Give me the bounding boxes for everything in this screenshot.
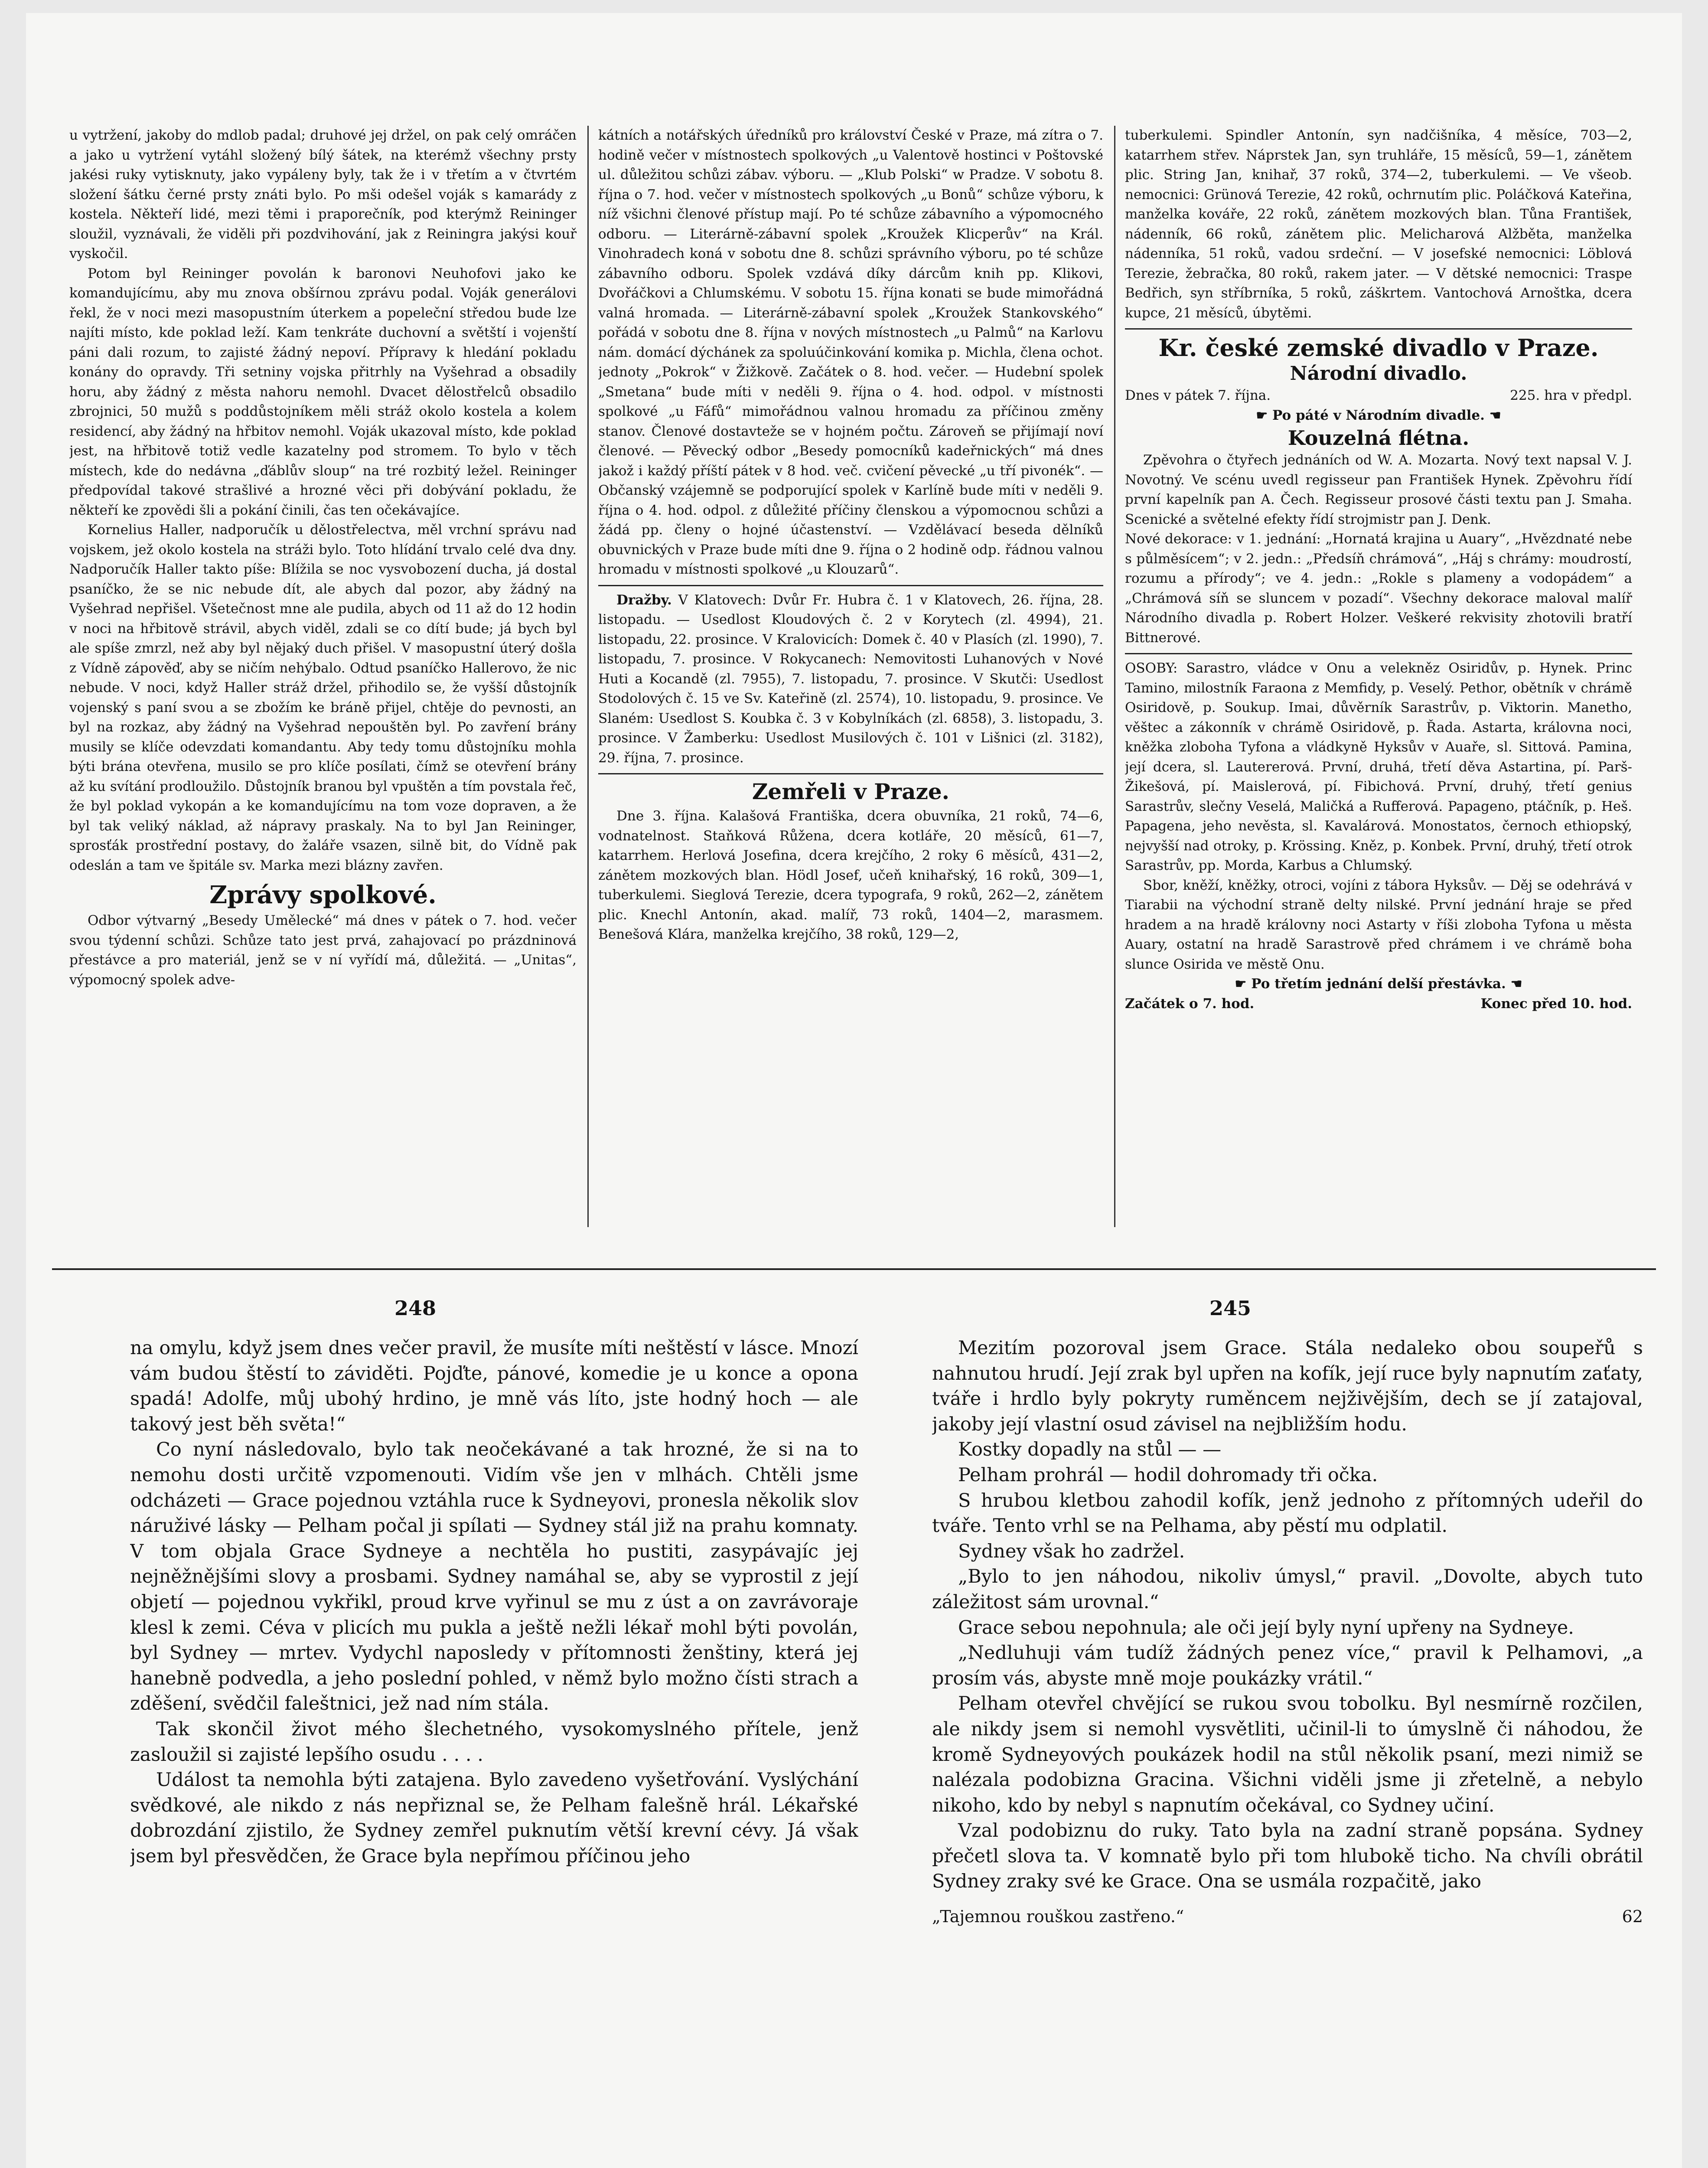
book-right-para-9: Pelham otevřel chvějící se rukou svou tobolku. Byl nesmírně rozčilen, ale nikdy jsem si nemohl vysvětliti, učinil-li to úmyslně či náhodou, že kromě Sydneyových poukázek hodil na stůl několik psaní, mezi nimiž se nalézala podobizna Gracina. Všichni viděli jsme ji zřetelně, a nebylo nikoho, kdo by nebyl s napnutím očekával, co Sydney učiní. bbox=[932, 1693, 1643, 1816]
pointing-hand-icon: ☚ bbox=[1510, 976, 1522, 992]
book-footer-title: „Tajemnou rouškou zastřeno.“ bbox=[932, 1907, 1184, 1926]
book-right-para-10: Vzal podobiznu do ruky. Tato byla na zadní straně popsána. Sydney přečetl slova ta. V komnatě bylo při tom hlubokě ticho. Na chvíli obrátil Sydney zraky své ke Grace. Ona se usmála rozpačitě, jako bbox=[932, 1820, 1643, 1893]
play-title: Kouzelná flétna. bbox=[1288, 426, 1470, 450]
book-left-para-4: Událost ta nemohla býti zatajena. Bylo zavedeno vyšetřování. Vyslýchání svědkové, ale nikdo z nás nepřiznal se, že Pelham falešně hrál. Lékařské dobrozdání zjistilo, že Sydney zemřel puknutím větší krevní cévy. Já však jsem byl přesvědčen, že Grace byla nepřímou příčinou jeho bbox=[130, 1769, 858, 1867]
right-para-1: tuberkulemi. Spindler Antonín, syn nadčišníka, 4 měsíce, 703—2, katarrhem střev. Náprstek Jan, syn truhláře, 15 měsíců, 59—1, zánětem plic. String Jan, knihař, 37 roků, 374—2, tuberkulemi. — Ve všeob. nemocnici: Grünová Terezie, 42 roků, ochrnutím plic. Poláčková Kateřina, manželka kováře, 22 roků, zánětem mozkových blan. Tůna František, nádenník, 66 roků, zánětem plic. Melicharová Alžběta, manželka nádenníka, 51 roků, vadou srdeční. — V josefské nemocnici: Löblová Terezie, žebračka, 80 roků, rakem jater. — V dětské nemocnici: Traspe Bedřich, syn stříbrníka, 5 roků, záškrtem. Vantochová Arnoštka, dcera kupce, 21 měsíců, úbytěmi. bbox=[1125, 127, 1632, 321]
drazby-text: V Klatovech: Dvůr Fr. Hubra č. 1 v Klatovech, 26. října, 28. listopadu. — Usedlost Kloudových č. 2 v Korytech (zl. 4994), 21. listopadu, 22. prosince. V Kralovicích: Domek č. 40 v Plasích (zl. 1990), 7. listopadu, 7. prosince. V Rokycanech: Nemovitosti Luhanových v Nové Huti a Kocandě (zl. 7955), 7. listopadu, 7. prosince. V Skutči: Usedlost Stodolových č. 15 ve Sv. Kateřině (zl. 2574), 10. listopadu, 9. prosince. Ve Slaném: Usedlost S. Koubka č. 3 v Kobylníkách (zl. 6858), 3. listopadu, 3. prosince. V Žamberku: Usedlost Musilových č. 101 v Lišnici (zl. 3182), 29. října, 7. prosince. bbox=[598, 592, 1103, 766]
section-title-zpravy-spolkove: Zprávy spolkové. bbox=[209, 881, 437, 909]
performance-note: Po páté v Národním divadle. bbox=[1272, 407, 1485, 423]
book-left-para-2: Co nyní následovalo, bylo tak neočekávané a tak hrozné, že si na to nemohu dosti určitě vzpomenouti. Vidím vše jen v mlhách. Chtěli jsme odcházeti — Grace pojednou vztáhla ruce k Sydneyovi, pronesla několik slov náruživé lásky — Pelham počal ji spílati — Sydney stál již na prahu komnaty. V tom objala Grace Sydneye a nechtěla ho pustiti, zasypávajíc jej nejněžnějšími slovy a prosbami. Sydney namáhal se, aby se vyprostil z její objetí — pojednou vykřikl, proud krve vyřinul se mu z úst a on zavrávoraje klesl k zemi. Céva v plicích mu pukla a ještě nežli lékař mohl býti povolán, byl Sydney — mrtev. Vydychl naposledy v přítomnosti ženštiny, která jej hanebně podvedla, a jeho poslední pohled, v němž bylo možno čísti strach a zděšení, svědčil faleštnici, jež nad ním stála. bbox=[130, 1439, 858, 1715]
horizontal-divider bbox=[52, 1268, 1656, 1270]
book-right-para-5: Sydney však ho zadržel. bbox=[958, 1540, 1185, 1562]
pointing-hand-icon: ☛ bbox=[1235, 976, 1247, 992]
chorus-and-setting: Sbor, kněží, kněžky, otroci, vojíni z tábora Hyksův. — Děj se odehrává v Tiarabii na východní straně delty nilské. První jednání hraje se před hradem a na hradě královny noci Astarty v říši zloboha Tyfona u města Auary, ostatní na hradě Sarastrově před chrámem i ve chrámě boha slunce Osirida ve městě Onu. bbox=[1125, 877, 1632, 972]
book-right-para-6: „Bylo to jen náhodou, nikoliv úmysl,“ pravil. „Dovolte, abych tuto záležitost sám urovnal.“ bbox=[932, 1566, 1643, 1613]
middle-para-1: kátních a notářských úředníků pro království České v Praze, má zítra o 7. hodině večer v místnostech spolkových „u Valentově hostinci v Poštovské ul. důležitou schůzi zábav. výboru. — „Klub Polski“ w Pradze. V sobotu 8. října o 7. hod. večer v místnostech spolkových „u Bonů“ schůze výboru, k níž všichni členové přístup mají. Po té schůze zábavního a výpomocného odboru. — Literárně-zábavní spolek „Kroužek Klicperův“ na Král. Vinohradech koná v sobotu dne 8. schůzi správního výboru, po té schůze zábavního odboru. Spolek vzdává díky dárcům knih pp. Klikovi, Dvořáčkovi a Chlumskému. V sobotu 15. října konati se bude mimořádná valná hromada. — Literárně-zábavní spolek „Kroužek Stankovského“ pořádá v sobotu dne 8. října v nových místnostech „u Palmů“ na Karlovu nám. domácí dýchánek za spoluúčinkování komika p. Michla, člena ochot. jednoty „Pokrok“ v Žižkově. Začátek o 8. hod. večer. — Hudební spolek „Smetana“ bude míti v neděli 9. října o 4. hod. odpol. v místnosti spolkové „u Fáfů“ mimořádnou valnou hromadu za příčinou změny stanov. Členové dostavteže se v hojném počtu. Zároveň se přijímají noví členové. — Pěvecký odbor „Besedy pomocníků kadeřnických“ má dnes jakož i každý příští pátek v 8 hod. več. cvičení pěvecké „u tří pivonék“. — Občanský vzájemně se podporující spolek v Karlíně bude míti v neděli 9. října o 4. hod. odpol. z důležité příčiny členskou a výpomocnou schůzi a žádá pp. členy o hojné účastenství. — Vzdělávací beseda dělníků obuvnických v Praze bude míti dne 9. října o 2 hodině odp. řádnou valnou hromadu v místnosti spolkové „u Klouzarů“. bbox=[598, 127, 1103, 577]
pointing-hand-icon: ☛ bbox=[1256, 408, 1268, 423]
book-right-para-2: Kostky dopadly na stůl — — bbox=[958, 1439, 1222, 1461]
column-divider-2 bbox=[1114, 126, 1115, 1227]
page-number-right: 245 bbox=[1209, 1296, 1252, 1320]
book-right-para-3: Pelham prohrál — hodil dohromady tři očka. bbox=[958, 1464, 1378, 1486]
book-right-para-7: Grace sebou nepohnula; ale oči její byly nyní upřeny na Sydneye. bbox=[958, 1616, 1574, 1639]
divider bbox=[598, 773, 1103, 774]
book-page-right bbox=[932, 1335, 1643, 2168]
book-left-para-3: Tak skončil život mého šlechetného, vysokomyslného přítele, jenž zasloužil si zajisté lepšího osudu . . . . bbox=[130, 1718, 858, 1766]
zemreli-text: Dne 3. října. Kalašová Františka, dcera obuvníka, 21 roků, 74—6, vodnatelnost. Staňková Růžena, dcera kotláře, 20 měsíců, 61—7, katarrhem. Herlová Josefina, dcera krejčího, 2 roky 6 měsíců, 431—2, zánětem mozkových blan. Hödl Josef, učeň knihařský, 16 roků, 309—1, tuberkulemi. Sieglová Terezie, dcera typografa, 9 roků, 262—2, zánětem plic. Knechl Antonín, akad. malíř, 73 roků, 1404—2, marasmem. Benešová Klára, manželka krejčího, 38 roků, 129—2, bbox=[598, 808, 1103, 942]
book-page-left bbox=[130, 1335, 858, 2168]
left-para-1: u vytržení, jakoby do mdlob padal; druhové jej držel, on pak celý omráčen a jako u vytržení vytáhl složený bílý šátek, na kterémž všechny prsty jakési ruky vytisknuty, jako vypáleny byly, tak že i v třetím a v čtvrtém složení šátku černé prsty znáti bylo. Po mši odešel voják s kamarády z kostela. Někteří lidé, mezi těmi i praporečník, pod kterýmž Reininger sloužil, vyznávali, že viděli při pozdvihování, jak z Reiningra jakýsi kouř vyskočil. bbox=[69, 127, 577, 261]
intermission-note: Po třetím jednání delší přestávka. bbox=[1251, 976, 1506, 992]
page-number-left: 248 bbox=[394, 1296, 437, 1320]
end-time: Konec před 10. hod. bbox=[1480, 996, 1632, 1012]
scanned-newspaper-page bbox=[26, 13, 1682, 2168]
performance-date: Dnes v pátek 7. října. bbox=[1125, 388, 1271, 403]
book-right-para-1: Mezitím pozoroval jsem Grace. Stála nedaleko obou soupeřů s nahnutou hrudí. Její zrak byl upřen na kofík, její ruce byly napnutím zaťaty, tváře i hrdlo byly pokryty ruměncem nejživějším, dech se jí zatajoval, jakoby její vlastní osud závisel na nejbližším hodu. bbox=[932, 1337, 1643, 1435]
drazby-lead: Dražby. bbox=[616, 592, 672, 608]
theatre-title: Kr. české zemské divadlo v Praze. bbox=[1158, 334, 1599, 362]
middle-news-column bbox=[598, 126, 1103, 1236]
right-news-column bbox=[1125, 126, 1632, 1236]
play-description: Zpěvohra o čtyřech jednáních od W. A. Mozarta. Nový text napsal V. J. Novotný. Ve scénu uvedl regisseur pan František Hynek. Zpěvohru řídí první kapelník pan A. Čech. Regisseur prosové části textu pan J. Smaha. Scenické a světelné efekty řídí strojmistr pan J. Denk. bbox=[1125, 452, 1632, 527]
divider bbox=[598, 585, 1103, 586]
section-title-zemreli: Zemřeli v Praze. bbox=[752, 779, 950, 804]
left-para-4: Odbor výtvarný „Besedy Umělecké“ má dnes v pátek o 7. hod. večer svou týdenní schůzi. Schůze tato jest prvá, zahajovací po prázdninová přestávce a pro materiál, jenž se v ní vyřídí má, důležitá. — „Unitas“, výpomocný spolek adve- bbox=[69, 913, 577, 988]
start-time: Začátek o 7. hod. bbox=[1125, 996, 1255, 1012]
divider bbox=[1125, 653, 1632, 654]
theatre-subtitle: Národní divadlo. bbox=[1290, 362, 1467, 385]
left-para-3: Kornelius Haller, nadporučík u dělostřelectva, měl vrchní správu nad vojskem, jež okolo kostela na stráži bylo. Toto hlídání trvalo celé dva dny. Nadporučík Haller takto píše: Blížila se noc vysvobození ducha, já dostal psaníčko, že se nic nebude dít, ale abych dal pozor, aby žádný na Vyšehrad nepřišel. Všetečnost mne ale pudila, abych od 11 až do 12 hodin v noci na hřbitově strávil, abych viděl, zdali se co dítí bude; já bych byl ale spíše zmrzl, než aby byl nějaký duch přišel. V masopustní úterý došla z Vídně zápověď, aby se ničím nehýbalo. Odtud psaníčko Hallerovo, že nic nebude. V noci, když Haller stráž držel, přihodilo se, že vyšší důstojník vojenský s paní svou a se zbožím ke bráně přijel, chtěje do pevnosti, an byl na rozkaz, aby žádný na Vyšehrad nepouštěn byl. Po zavření brány musily se klíče odevzdati komandantu. Aby tedy tomu důstojníku mohla býti brána otevřena, musilo se pro klíče posílati, čímž se otevření brány až ku svítání prodloužilo. Důstojník branou byl vpuštěn a tím povstala řeč, že byl poklad vykopán a ke komandujícímu na tom voze dopraven, a že byl tak veliký náklad, až nápravy praskaly. Na to byl Jan Reininger, sprosťák prostřední postavy, do žaláře vsazen, silně bit, do Vídně pak odeslán a tam ve špitále sv. Marka mezi blázny zavřen. bbox=[69, 522, 577, 873]
column-divider-1 bbox=[587, 126, 589, 1227]
divider bbox=[1125, 328, 1632, 330]
left-news-column bbox=[69, 126, 577, 1236]
book-right-para-8: „Nedluhuji vám tudíž žádných penez více,“ pravil k Pelhamovi, „a prosím vás, abyste mně moje poukázky vrátil.“ bbox=[932, 1642, 1643, 1689]
book-left-para-1: na omylu, když jsem dnes večer pravil, že musíte míti neštěstí v lásce. Mnozí vám budou štěstí to záviděti. Pojďte, pánové, komedie je u konce a opona spadá! Adolfe, můj ubohý hrdino, je mně vás líto, jste hodný hoch — ale takový jest běh světa!“ bbox=[130, 1337, 858, 1435]
book-signature-number: 62 bbox=[1622, 1907, 1643, 1926]
pointing-hand-icon: ☚ bbox=[1489, 408, 1501, 423]
cast-list: OSOBY: Sarastro, vládce v Onu a velekněz Osiridův, p. Hynek. Princ Tamino, milostník Faraona z Memfidy, p. Veselý. Pethor, obětník v chrámě Osiridově, p. Soukup. Imai, důvěrník Sarastrův, p. Viktorin. Manetho, věštec a zákonník v chrámě Osiridově, p. Řada. Astarta, královna noci, kněžka zloboha Tyfona a vládkyně Hyksův v Auaře, sl. Sittová. Pamina, její dcera, sl. Lautererová. První, druhá, třetí děva Astartina, pí. Parš-Žikešová, pí. Maislerová, pí. Fibichová. První, druhý, třetí genius Sarastrův, slečny Veselá, Maličká a Rufferová. Papageno, ptáčník, p. Heš. Papagena, jeho nevěsta, sl. Kavalárová. Monostatos, černoch ethiopský, nejvyšší nad otroky, p. Krössing. Kněz, p. Konbek. První, druhý, třetí otrok Sarastrův, pp. Morda, Karbus a Chlumský. bbox=[1125, 660, 1632, 873]
decorations-text: Nové dekorace: v 1. jednání: „Hornatá krajina u Auary“, „Hvězdnaté nebe s půlměsícem“; v 2. jedn.: „Předsíň chrámová“, „Háj s chrámy: moudrostí, rozumu a přírody“; ve 4. jedn.: „Rokle s plameny a vodopádem“ a „Chrámová síň se sluncem v pozadí“. Všechny dekorace maloval malíř Národního divadla p. Robert Holzer. Veškeré rekvisity zhotovili bratří Bittnerové. bbox=[1125, 531, 1632, 646]
subscription-number: 225. hra v předpl. bbox=[1510, 388, 1632, 403]
book-right-para-4: S hrubou kletbou zahodil kofík, jenž jednoho z přítomných udeřil do tváře. Tento vrhl se na Pelhama, aby pěstí mu odplatil. bbox=[932, 1489, 1643, 1537]
left-para-2: Potom byl Reininger povolán k baronovi Neuhofovi jako ke komandujícímu, aby mu znova obšírnou zprávu podal. Voják generálovi řekl, že v noci mezi masopustním úterkem a popeleční středou bude lze najíti místo, kde poklad leží. Kam tenkráte duchovní a světští i vojenští páni dali rozum, to zajisté žádný nepoví. Přípravy k hledání pokladu konány do opravdy. Tři setniny vojska přitrhly na Vyšehrad a obsadily horu, aby žádný z města nahoru nemohl. Dvacet dělostřelců obsadilo zbrojnici, 50 mužů s poddůstojníkem měli stráž okolo kostela a kolem residencí, aby žádný na hřbitov nemohl. Voják ukazoval místo, kde poklad jest, na hřbitově totiž vedle kazatelny pod stromem. To bylo v těch místech, kde do nedávna „ďáblův sloup“ na tré rozbitý ležel. Reininger předpovídal takové strašlivé a hrozné věci při dobývání pokladu, že někteří ke zpovědi šli a pokání činili, čas ten očekávajíce. bbox=[69, 265, 577, 518]
